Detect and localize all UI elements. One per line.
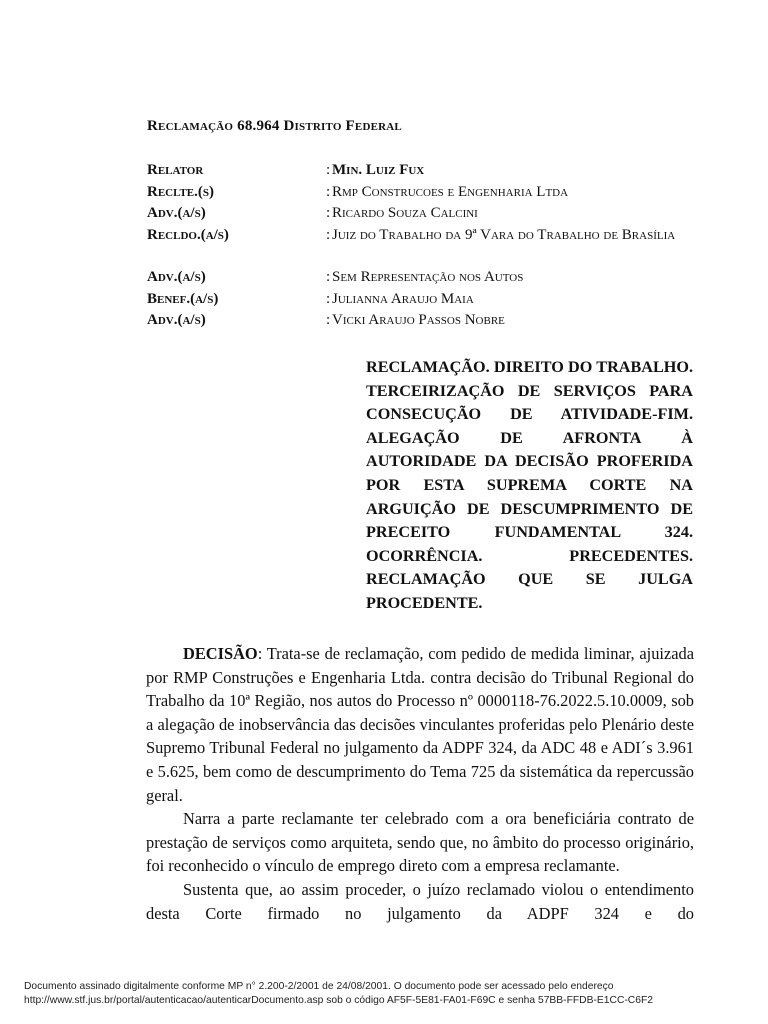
party-label: Benef.(a/s) bbox=[147, 291, 219, 307]
party-colon: : bbox=[326, 162, 331, 178]
paragraph-narra: Narra a parte reclamante ter celebrado com a ora beneficiária contrato de prestação de serviços como arquiteta, sendo que, no âmbito do processo originário, foi reconhecido o vínculo de emprego direto com a empresa reclamante. bbox=[146, 809, 694, 876]
party-colon: : bbox=[326, 205, 331, 221]
party-value: Vicki Araujo Passos Nobre bbox=[332, 312, 505, 328]
document-title: Reclamação 68.964 Distrito Federal bbox=[147, 118, 402, 134]
party-label: Recldo.(a/s) bbox=[147, 227, 229, 243]
party-label: Adv.(a/s) bbox=[147, 312, 206, 328]
party-value: Julianna Araujo Maia bbox=[332, 291, 474, 307]
party-label: Adv.(a/s) bbox=[147, 269, 206, 285]
digital-signature-footer bbox=[24, 980, 754, 1007]
decision-body bbox=[146, 642, 694, 925]
decisao-text: : Trata-se de reclamação, com pedido de medida liminar, ajuizada por RMP Construções e Engenharia Ltda. contra decisão do Tribunal Regional do Trabalho da 10ª Região, nos autos do Processo nº 0000118-76.2022.5.10.0009, sob a alegação de inobservância das decisões vinculantes proferidas pelo Plenário deste Supremo Tribunal Federal no julgamento da ADPF 324, da ADC 48 e ADI´s 3.961 e 5.625, bem como de descumprimento do Tema 725 da sistemática da repercussão geral. bbox=[146, 644, 694, 805]
footer-line: Documento assinado digitalmente conforme MP n° 2.200-2/2001 de 24/08/2001. O documento pode ser acessado pelo endereço bbox=[24, 981, 614, 992]
party-colon: : bbox=[326, 269, 331, 285]
party-label: Reclte.(s) bbox=[147, 184, 214, 200]
party-colon: : bbox=[326, 184, 331, 200]
party-label: Adv.(a/s) bbox=[147, 205, 206, 221]
decisao-lead: DECISÃO bbox=[183, 644, 258, 663]
footer-line: http://www.stf.jus.br/portal/autenticacao/autenticarDocumento.asp sob o código AF5F-5E81-FA01-F69C e senha 57BB-FFDB-E1CC-C6F2 bbox=[24, 994, 653, 1006]
party-value: Juiz do Trabalho da 9ª Vara do Trabalho de Brasília bbox=[332, 227, 676, 243]
paragraph-sustenta: Sustenta que, ao assim proceder, o juízo reclamado violou o entendimento desta Corte firmado no julgamento da ADPF 324 e do bbox=[146, 879, 694, 923]
party-value: Min. Luiz Fux bbox=[332, 162, 425, 178]
paragraph-decisao bbox=[146, 642, 694, 807]
party-colon: : bbox=[326, 291, 331, 307]
party-value: Rmp Construcoes e Engenharia Ltda bbox=[332, 184, 569, 200]
party-value: Sem Representação nos Autos bbox=[332, 269, 524, 285]
party-colon: : bbox=[326, 312, 331, 328]
ementa: RECLAMAÇÃO. DIREITO DO TRABALHO. TERCEIRIZAÇÃO DE SERVIÇOS PARA CONSECUÇÃO DE ATIVIDADE-FIM. ALEGAÇÃO DE AFRONTA À AUTORIDADE DA DECISÃO PROFERIDA POR ESTA SUPREMA CORTE NA ARGUIÇÃO DE DESCUMPRIMENTO DE PRECEITO FUNDAMENTAL 324. OCORRÊNCIA. PRECEDENTES. RECLAMAÇÃO QUE SE JULGA PROCEDENTE. bbox=[366, 358, 693, 612]
party-label: Relator bbox=[147, 162, 204, 178]
party-colon: : bbox=[326, 227, 331, 243]
party-value: Ricardo Souza Calcini bbox=[332, 205, 478, 221]
